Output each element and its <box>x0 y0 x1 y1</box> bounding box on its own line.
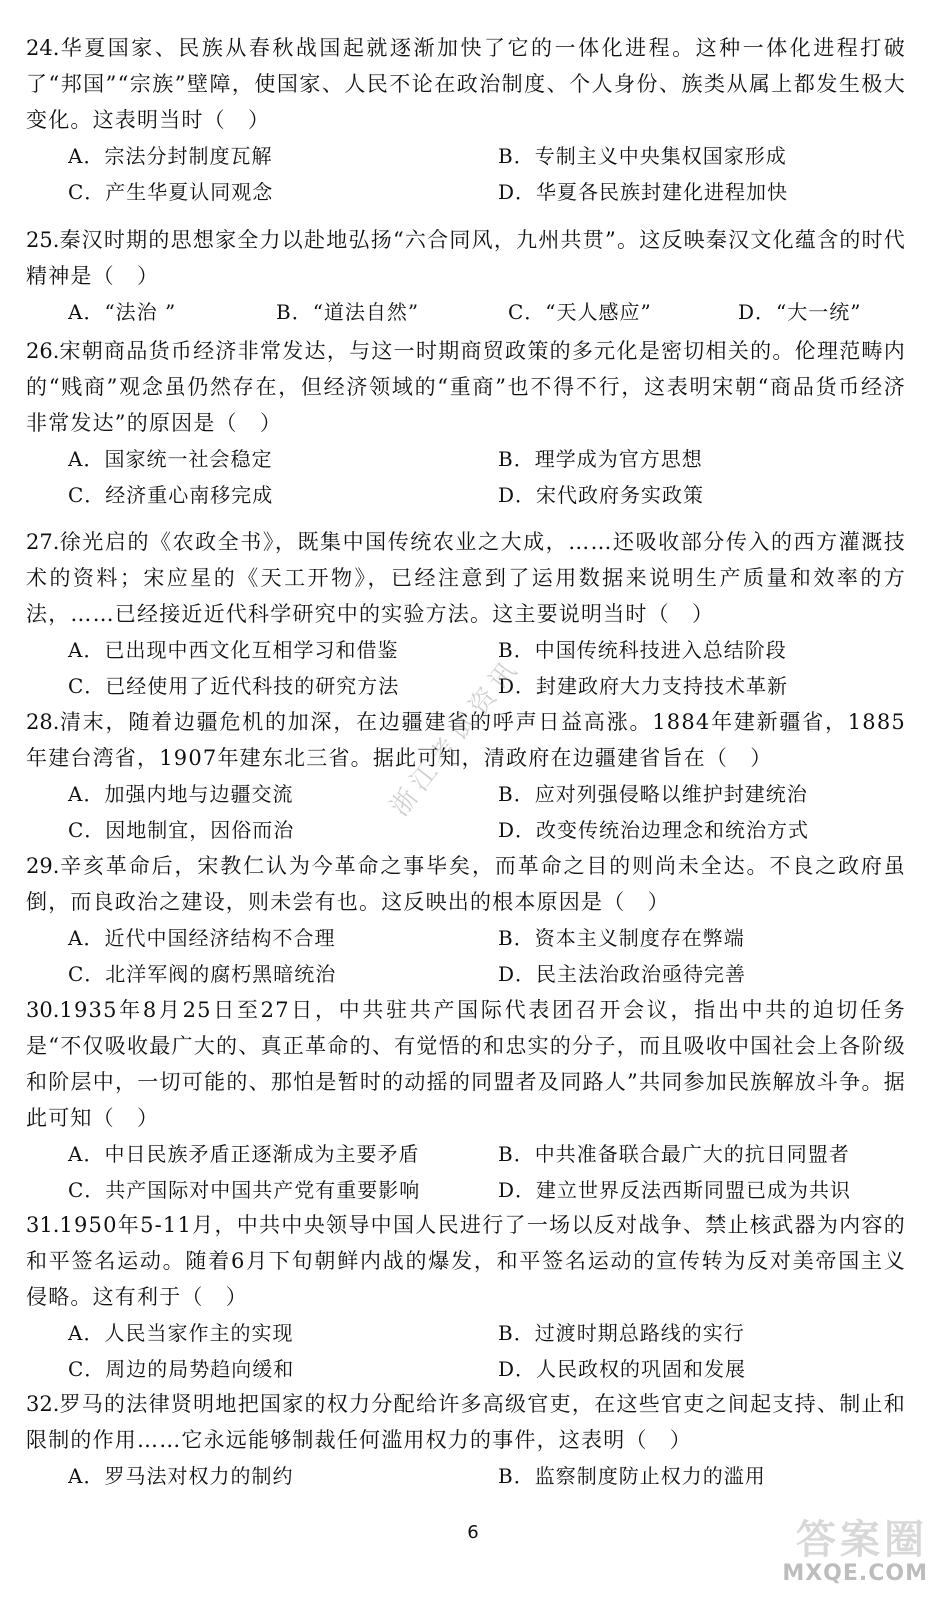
question-stem <box>26 222 906 294</box>
question-text: 辛亥革命后，宋教仁认为今革命之事毕矣，而革命之目的则尚未全达。不良之政府虽倒，而良政治之建设，则未尝有也。这反映出的根本原因是（ ） <box>26 854 906 914</box>
option-d: D．“大一统” <box>738 300 862 324</box>
option-a: A．已出现中西文化互相学习和借鉴 <box>68 638 399 662</box>
options <box>26 138 906 210</box>
options <box>26 441 906 513</box>
question-text: 清末，随着边疆危机的加深，在边疆建省的呼声日益高涨。1884年建新疆省，1885年建台湾省，1907年建东北三省。据此可知，清政府在边疆建省旨在（ ） <box>26 710 906 770</box>
option-d: D．建立世界反法西斯同盟已成为共识 <box>498 1178 852 1202</box>
option-b: B．应对列强侵略以维护封建统治 <box>498 782 808 806</box>
question-stem <box>26 1386 906 1458</box>
question-number: 29. <box>26 854 60 878</box>
page-number: 6 <box>467 1522 479 1543</box>
question-text: 宋朝商品货币经济非常发达，与这一时期商贸政策的多元化是密切相关的。伦理范畴内的“贱商”观念虽仍然存在，但经济领域的“重商”也不得不行，这表明宋朝“商品货币经济非常发达”的原因是（ ） <box>26 339 906 435</box>
question-24 <box>26 30 906 210</box>
option-b: B．过渡时期总路线的实行 <box>498 1321 745 1345</box>
question-text: 华夏国家、民族从春秋战国起就逐渐加快了它的一体化进程。这种一体化进程打破了“邦国”“宗族”壁障，使国家、人民不论在政治制度、个人身份、族类从属上都发生极大变化。这表明当时（ ） <box>26 36 906 132</box>
question-number: 31. <box>26 1213 60 1237</box>
question-stem <box>26 992 906 1136</box>
option-a: A．近代中国经济结构不合理 <box>68 926 336 950</box>
option-d: D．封建政府大力支持技术革新 <box>498 674 789 698</box>
options <box>26 776 906 848</box>
question-number: 28. <box>26 710 60 734</box>
question-26 <box>26 333 906 513</box>
question-30 <box>26 992 906 1208</box>
options <box>26 632 906 704</box>
option-c: C．因地制宜，因俗而治 <box>68 818 295 842</box>
question-25 <box>26 222 906 330</box>
question-number: 26. <box>26 339 60 363</box>
question-number: 32. <box>26 1392 60 1416</box>
option-b: B．监察制度防止权力的滥用 <box>498 1464 766 1488</box>
option-d: D．民主法治政治亟待完善 <box>498 962 747 986</box>
option-c: C．北洋军阀的腐朽黑暗统治 <box>68 962 337 986</box>
option-b: B．理学成为官方思想 <box>498 447 703 471</box>
option-d: D．改变传统治边理念和统治方式 <box>498 818 810 842</box>
logo-brand-text: 答案圈 <box>796 1517 928 1563</box>
option-b: B．“道法自然” <box>276 300 420 324</box>
option-a: A．加强内地与边疆交流 <box>68 782 294 806</box>
question-29 <box>26 848 906 992</box>
question-stem <box>26 848 906 920</box>
question-text: 徐光启的《农政全书》，既集中国传统农业之大成，……还吸收部分传入的西方灌溉技术的资料；宋应星的《天工开物》，已经注意到了运用数据来说明生产质量和效率的方法，……已经接近近代科学研究中的实验方法。这主要说明当时（ ） <box>26 530 906 626</box>
question-32 <box>26 1386 906 1494</box>
option-a: A．罗马法对权力的制约 <box>68 1464 294 1488</box>
options <box>26 1458 906 1494</box>
option-b: B．中共准备联合最广大的抗日同盟者 <box>498 1142 850 1166</box>
option-a: A．中日民族矛盾正逐渐成为主要矛盾 <box>68 1142 420 1166</box>
options <box>26 1315 906 1387</box>
question-number: 30. <box>26 998 60 1022</box>
question-stem <box>26 1207 906 1315</box>
watermark: 浙江考试资讯 <box>384 652 527 823</box>
option-c: C．周边的局势趋向缓和 <box>68 1357 295 1381</box>
option-a: A．“法治 ” <box>68 300 177 324</box>
question-text: 秦汉时期的思想家全力以赴地弘扬“六合同风，九州共贯”。这反映秦汉文化蕴含的时代精神是（ ） <box>26 228 906 288</box>
option-c: C．经济重心南移完成 <box>68 483 274 507</box>
question-number: 25. <box>26 228 60 252</box>
question-stem <box>26 704 906 776</box>
option-d: D．华夏各民族封建化进程加快 <box>498 180 789 204</box>
question-text: 罗马的法律贤明地把国家的权力分配给许多高级官吏，在这些官吏之间起支持、制止和限制的作用……它永远能够制裁任何滥用权力的事件，这表明（ ） <box>26 1392 906 1452</box>
option-c: C．共产国际对中国共产党有重要影响 <box>68 1178 421 1202</box>
question-28 <box>26 704 906 848</box>
question-stem <box>26 524 906 632</box>
logo-site-text: MXQE.COM <box>782 1561 928 1586</box>
question-27 <box>26 524 906 704</box>
option-a: A．宗法分封制度瓦解 <box>68 144 273 168</box>
option-c: C．产生华夏认同观念 <box>68 180 274 204</box>
option-a: A．国家统一社会稳定 <box>68 447 273 471</box>
option-c: C．“天人感应” <box>508 300 652 324</box>
question-number: 27. <box>26 530 60 554</box>
option-b: B．专制主义中央集权国家形成 <box>498 144 787 168</box>
question-text: 1935年8月25日至27日，中共驻共产国际代表团召开会议，指出中共的迫切任务是“不仅吸收最广大的、真正革命的、有觉悟的和忠实的分子，而且吸收中国社会上各阶级和阶层中，一切可能的、那怕是暂时的动摇的同盟者及同路人”共同参加民族解放斗争。据此可知（ ） <box>26 998 906 1130</box>
options <box>26 920 906 992</box>
option-b: B．资本主义制度存在弊端 <box>498 926 745 950</box>
question-number: 24. <box>26 36 60 60</box>
option-a: A．人民当家作主的实现 <box>68 1321 294 1345</box>
options <box>26 294 906 330</box>
option-d: D．人民政权的巩固和发展 <box>498 1357 747 1381</box>
option-b: B．中国传统科技进入总结阶段 <box>498 638 787 662</box>
option-d: D．宋代政府务实政策 <box>498 483 705 507</box>
question-stem <box>26 30 906 138</box>
question-stem <box>26 333 906 441</box>
question-31 <box>26 1207 906 1387</box>
option-c: C．已经使用了近代科技的研究方法 <box>68 674 400 698</box>
question-text: 1950年5-11月，中共中央领导中国人民进行了一场以反对战争、禁止核武器为内容的和平签名运动。随着6月下旬朝鲜内战的爆发，和平签名运动的宣传转为反对美帝国主义侵略。这有利于（ ） <box>26 1213 906 1309</box>
options <box>26 1136 906 1208</box>
